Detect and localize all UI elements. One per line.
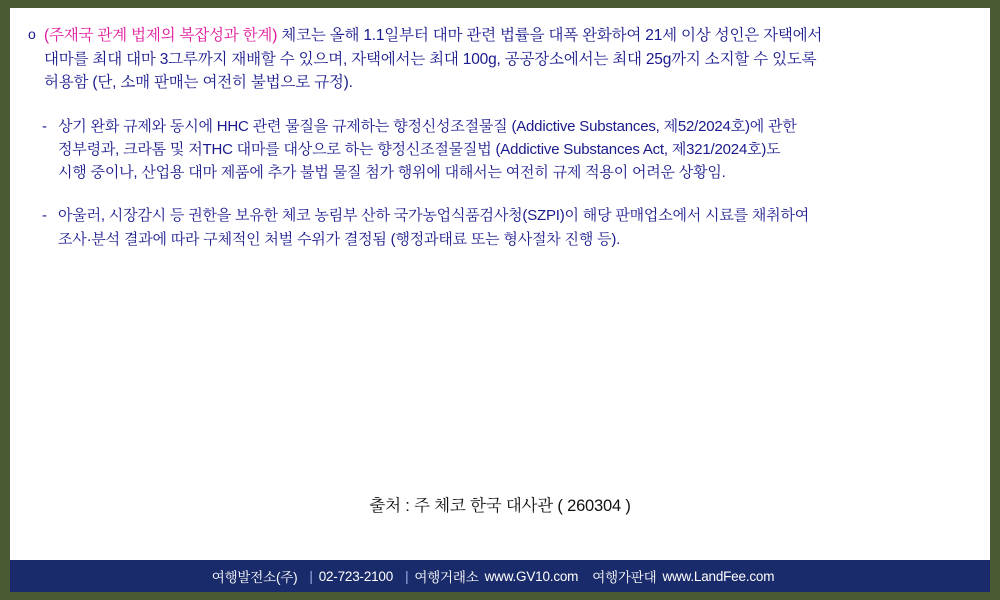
bullet-line2: 대마를 최대 대마 3그루까지 재배할 수 있으며, 자택에서는 최대 100g, 공공장소에서는 최대 25g까지 소지할 수 있도록 <box>44 50 817 68</box>
slide-content <box>28 24 972 515</box>
footer-separator-2: | <box>405 568 409 584</box>
bullet-line3: 허용함 (단, 소매 판매는 여전히 불법으로 규정). <box>44 74 353 92</box>
dash-1-line-2: 정부령과, 크라톰 및 저THC 대마를 대상으로 하는 향정신조절물질법 (Addictive Substances Act, 제321/2024호)도 <box>58 140 781 158</box>
dash-1-line-3: 시행 중이나, 산업용 대마 제품에 추가 불법 물질 첨가 행위에 대해서는 여전히 규제 적용이 어려운 상황임. <box>58 164 726 182</box>
source-line: 출처 : 주 체코 한국 대사관 ( 260304 ) <box>369 497 631 515</box>
bullet-highlight: (주재국 관계 법제의 복잡성과 한계) <box>44 27 278 44</box>
footer-partner1-label: 여행거래소 <box>414 570 479 585</box>
dash-2-line-1: 아울러, 시장감시 등 권한을 보유한 체코 농림부 산하 국가농업식품검사청(SZPI)이 해당 판매업소에서 시료를 채취하여 <box>58 207 810 225</box>
dash-marker-1: - <box>42 117 47 135</box>
footer-phone: 02-723-2100 <box>318 568 394 584</box>
dash-1-line-1: 상기 완화 규제와 동시에 HHC 관련 물질을 규제하는 향정신성조절물질 (Addictive Substances, 제52/2024호)에 관한 <box>58 117 797 135</box>
footer-partner2-label: 여행가판대 <box>592 570 657 585</box>
footer-partner1-url[interactable]: www.GV10.com <box>484 568 579 584</box>
slide-page <box>10 8 990 560</box>
footer-bar <box>10 560 990 592</box>
footer-partner2-url[interactable]: www.LandFee.com <box>662 568 775 584</box>
bullet-text <box>44 24 972 95</box>
bullet-item <box>28 24 972 95</box>
bullet-line1-rest: 체코는 올해 1.1일부터 대마 관련 법률을 대폭 완화하여 21세 이상 성인은 자택에서 <box>277 27 823 44</box>
dash-text-1 <box>58 115 972 185</box>
dash-marker-2: - <box>42 207 47 225</box>
dash-2-line-2: 조사·분석 결과에 따라 구체적인 처벌 수위가 결정됨 (행정과태료 또는 형사절차 진행 등). <box>58 230 621 248</box>
dash-item-2 <box>28 204 972 251</box>
footer-company: 여행발전소(주) <box>211 570 298 585</box>
dash-text-2 <box>58 204 972 251</box>
footer-separator-1: | <box>309 568 313 584</box>
dash-item-1 <box>28 115 972 185</box>
bullet-marker: o <box>28 26 36 42</box>
